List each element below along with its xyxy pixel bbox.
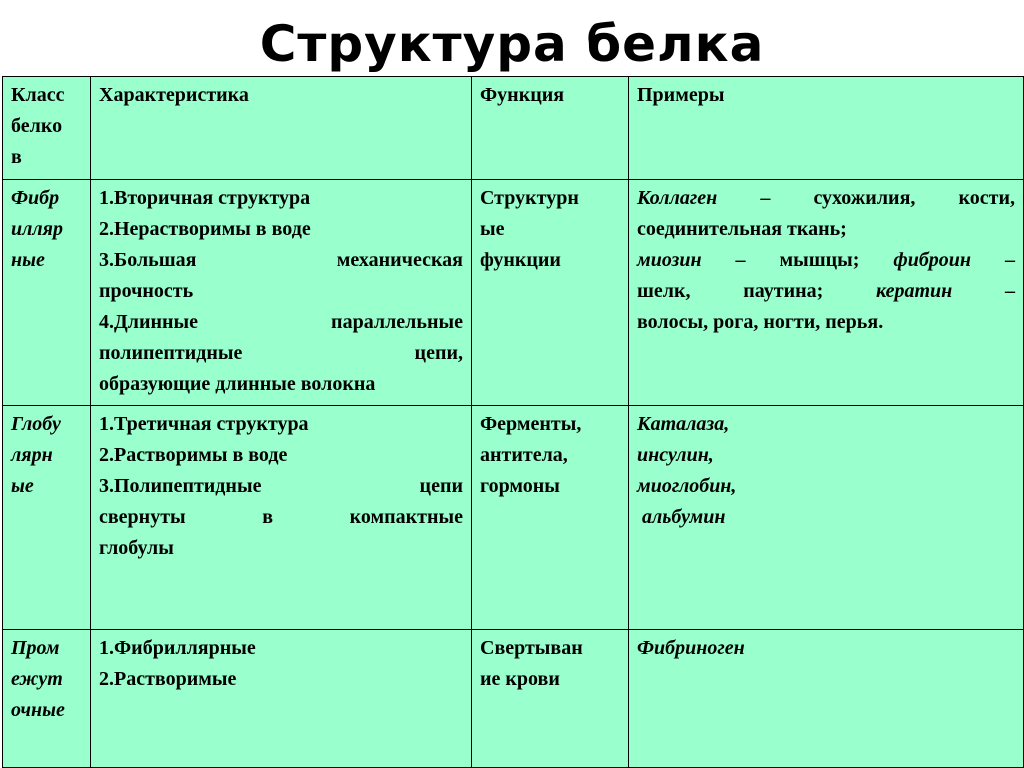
table-row-globular [3,406,1024,630]
header-function: Функция [472,77,629,180]
header-class: Класс белко в [3,77,91,180]
page-title: Структура белка [259,15,765,73]
characteristic-cell-intermediate: 1.Фибриллярные 2.Растворимые [91,630,472,768]
header-examples: Примеры [629,77,1024,180]
characteristic-cell-fibrillar: 1.Вторичная структура 2.Нерастворимы в воде 3.Большая механическая прочность 4.Длинные параллельные полипептидные цепи, образующие длинные волокна [91,180,472,406]
table-row-fibrillar [3,180,1024,406]
class-cell-intermediate: Пром ежут очные [3,630,91,768]
function-cell-intermediate: Свертыван ие крови [472,630,629,768]
protein-structure-table [2,76,1024,768]
table-header-row [3,77,1024,180]
examples-cell-globular: Каталаза, инсулин, миоглобин, альбумин [629,406,1024,630]
examples-cell-intermediate: Фибриноген [629,630,1024,768]
function-cell-fibrillar: Структурн ые функции [472,180,629,406]
characteristic-cell-globular: 1.Третичная структура 2.Растворимы в воде 3.Полипептидные цепи свернуты в компактные глобулы [91,406,472,630]
examples-cell-fibrillar: Коллаген – сухожилия, кости, соединительная ткань; миозин – мышцы; фиброин – шелк, паутина; кератин – волосы, рога, ногти, перья. [629,180,1024,406]
table-row-intermediate [3,630,1024,768]
class-cell-fibrillar: Фибр илляр ные [3,180,91,406]
class-cell-globular: Глобу лярн ые [3,406,91,630]
header-characteristic: Характеристика [91,77,472,180]
function-cell-globular: Ферменты, антитела, гормоны [472,406,629,630]
